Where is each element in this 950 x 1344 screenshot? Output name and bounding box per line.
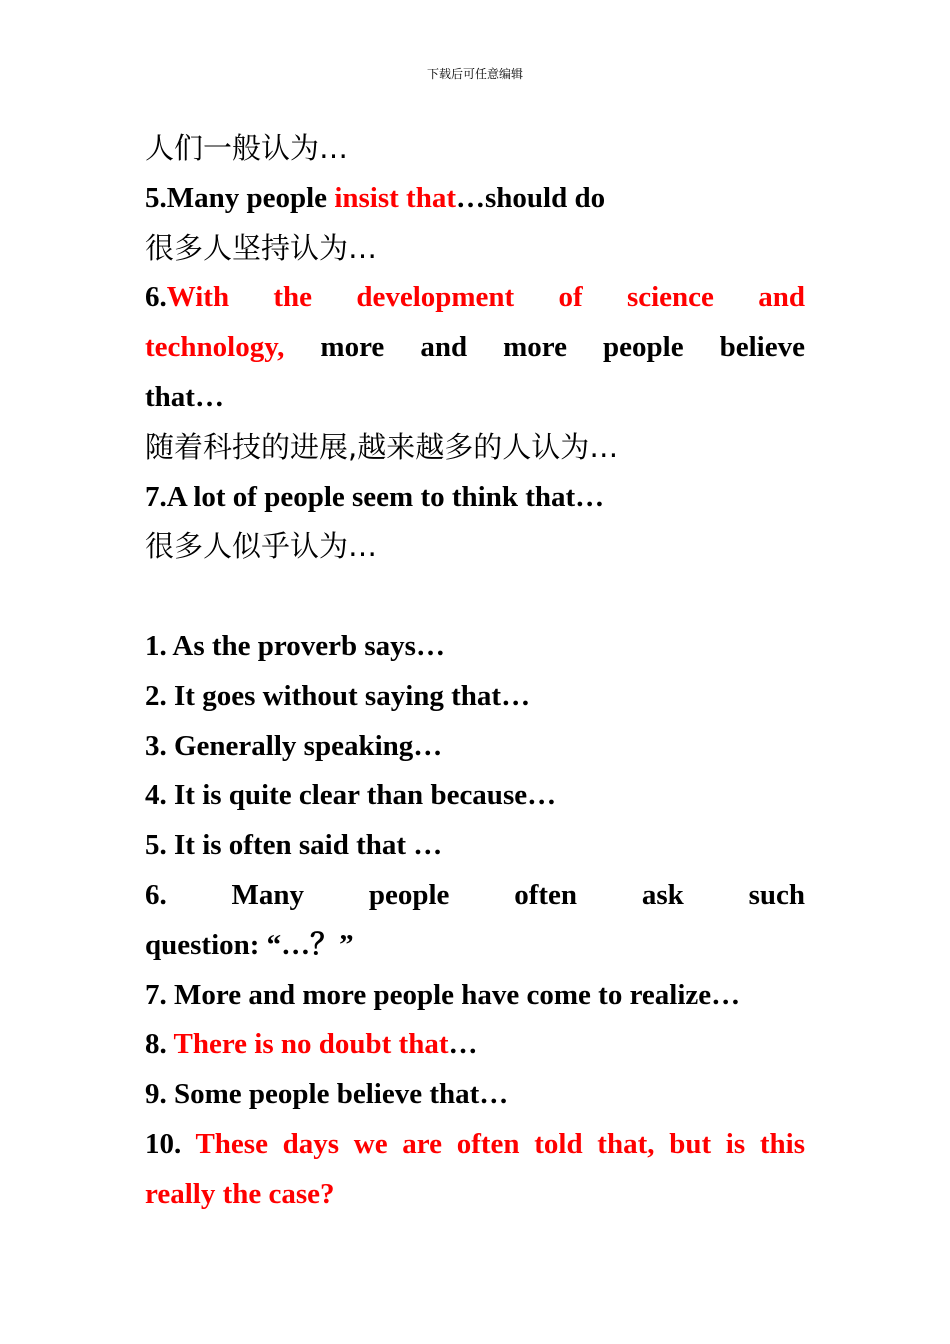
phrase-text: …: [448, 1028, 478, 1061]
phrase-line: [145, 323, 805, 373]
list-item: 2. It goes without saying that…: [145, 679, 531, 712]
list-item: 5. It is often said that …: [145, 829, 443, 862]
translation-line: 随着科技的进展,越来越多的人认为…: [145, 429, 619, 464]
highlight-text: technology,: [145, 331, 285, 364]
highlight-text: insist that: [334, 181, 456, 214]
text-line: 人们一般认为…: [145, 131, 349, 165]
list-item: [145, 1120, 805, 1170]
list-item: 4. It is quite clear than because…: [145, 779, 557, 812]
highlight-text: These days we are often told that, but is this: [195, 1127, 805, 1160]
list-item: 7. More and more people have come to realize…: [145, 978, 741, 1011]
phrase-line: [145, 174, 805, 224]
list-item-continuation: question: “…？”: [145, 928, 354, 961]
list-item: 9. Some people believe that…: [145, 1078, 509, 1111]
translation-line: 很多人似乎认为…: [145, 529, 378, 564]
phrase-line: that…: [145, 380, 224, 413]
translation-line: 很多人坚持认为…: [145, 230, 378, 265]
list-item: 1. As the proverb says…: [145, 629, 445, 662]
phrase-line: [145, 273, 805, 323]
highlight-text: There is no doubt that: [173, 1028, 449, 1061]
phrase-text: more and more people believe: [284, 331, 805, 364]
item-number: 8.: [145, 1028, 174, 1061]
list-item: [145, 1020, 805, 1070]
list-item-continuation: [145, 1170, 805, 1220]
phrase-number: 6.: [145, 281, 167, 314]
document-body: [145, 124, 805, 1220]
phrase-line: 7.A lot of people seem to think that…: [145, 480, 605, 513]
list-item: 6. Many people often ask such: [145, 878, 805, 911]
highlight-text: With the development of science and: [166, 281, 805, 314]
page-header: 下载后可任意编辑: [426, 67, 523, 81]
item-number: 10.: [145, 1127, 196, 1160]
highlight-text: really the case?: [145, 1177, 335, 1210]
phrase-number: 5.: [145, 181, 167, 214]
blank-line: [145, 572, 805, 622]
phrase-text: Many people: [166, 181, 335, 214]
list-item: 3. Generally speaking…: [145, 729, 443, 762]
phrase-text: …should do: [455, 181, 606, 214]
